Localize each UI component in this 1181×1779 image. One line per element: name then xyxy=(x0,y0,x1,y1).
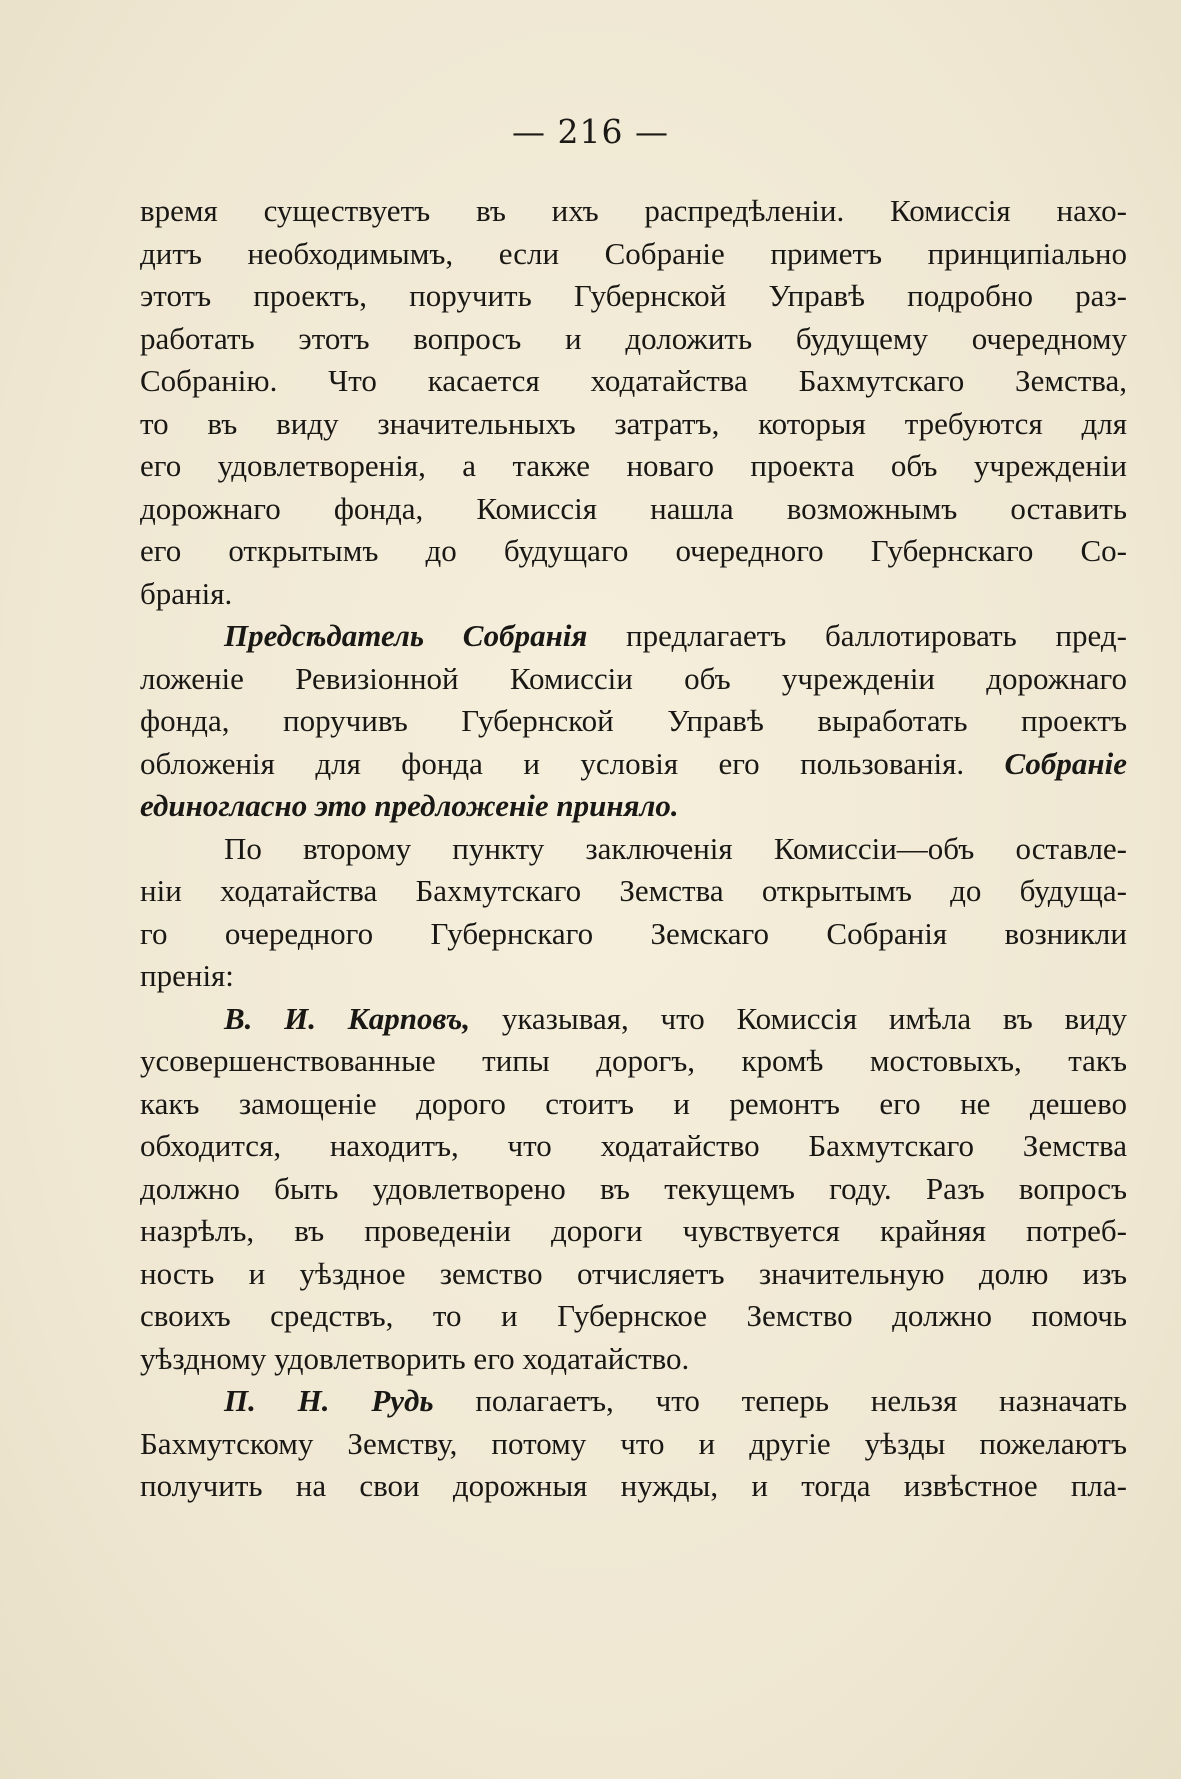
text-segment: предлагаетъ баллотировать пред- xyxy=(587,618,1127,653)
text-line xyxy=(140,530,1127,573)
paragraph xyxy=(140,1380,1127,1508)
paragraph xyxy=(140,998,1127,1381)
text-line xyxy=(140,1465,1127,1508)
text-line xyxy=(140,998,1127,1041)
text-segment: го очередного Губернскаго Земскаго Собранія возникли xyxy=(140,915,1127,951)
text-segment: пренія: xyxy=(140,958,234,993)
text-segment: усовершенствованные типы дорогъ, кромѣ мостовыхъ, такъ xyxy=(140,1043,1127,1078)
text-line xyxy=(140,700,1127,743)
resolution-text: единогласно это предложеніе приняло. xyxy=(140,788,679,823)
text-line xyxy=(140,955,1127,998)
resolution-text: Собраніе xyxy=(1004,745,1127,781)
text-line xyxy=(140,1295,1127,1338)
text-line xyxy=(140,1210,1127,1253)
text-line xyxy=(140,190,1127,233)
text-segment: время существуетъ въ ихъ распредѣленіи. Комиссія нахо- xyxy=(140,193,1127,228)
text-segment: ніи ходатайства Бахмутскаго Земства открытымъ до будуща- xyxy=(140,873,1127,908)
text-segment: ность и уѣздное земство отчисляетъ значительную долю изъ xyxy=(140,1255,1127,1291)
text-segment: какъ замощеніе дорого стоитъ и ремонтъ его не дешево xyxy=(140,1085,1127,1121)
text-line xyxy=(140,828,1127,871)
paragraph xyxy=(140,828,1127,998)
text-segment: получить на свои дорожныя нужды, и тогда извѣстное пла- xyxy=(140,1468,1127,1503)
text-line xyxy=(140,870,1127,913)
text-segment: обложенія для фонда и условія его пользованія. xyxy=(140,745,1005,781)
text-line xyxy=(140,1253,1127,1296)
text-line xyxy=(140,785,1127,828)
text-line xyxy=(140,913,1127,956)
text-segment: уѣздному удовлетворить его ходатайство. xyxy=(140,1340,690,1376)
text-line xyxy=(140,275,1127,318)
text-line xyxy=(140,743,1127,786)
text-segment: его открытымъ до будущаго очередного Губернскаго Со- xyxy=(140,533,1127,568)
text-segment: своихъ средствъ, то и Губернское Земство должно помочь xyxy=(140,1298,1127,1333)
text-segment: бранія. xyxy=(140,575,233,611)
text-line xyxy=(140,1168,1127,1211)
text-line xyxy=(140,1040,1127,1083)
text-line xyxy=(140,615,1127,658)
text-line xyxy=(140,445,1127,488)
text-segment: По второму пункту заключенія Комиссіи—объ оставле- xyxy=(224,830,1127,866)
text-segment: то въ виду значительныхъ затратъ, которыя требуются для xyxy=(140,405,1127,441)
text-segment: фонда, поручивъ Губернской Управѣ выработать проектъ xyxy=(140,703,1127,738)
text-line xyxy=(140,1380,1127,1423)
body-text xyxy=(140,190,1127,1508)
speaker-name: Предсѣдатель Собранія xyxy=(224,618,588,653)
speaker-name: П. Н. Рудь xyxy=(224,1383,434,1418)
text-segment: дорожнаго фонда, Комиссія нашла возможнымъ оставить xyxy=(140,490,1127,526)
text-segment: указывая, что Комиссія имѣла въ виду xyxy=(470,1000,1127,1036)
text-segment: работать этотъ вопросъ и доложить будущему очередному xyxy=(140,320,1127,356)
text-line xyxy=(140,658,1127,701)
text-segment: Бахмутскому Земству, потому что и другіе уѣзды пожелаютъ xyxy=(140,1425,1127,1461)
paragraph xyxy=(140,615,1127,828)
text-line xyxy=(140,233,1127,276)
text-segment: должно быть удовлетворено въ текущемъ году. Разъ вопросъ xyxy=(140,1170,1127,1206)
text-line xyxy=(140,488,1127,531)
text-segment: назрѣлъ, въ проведеніи дороги чувствуется крайняя потреб- xyxy=(140,1213,1127,1248)
page-number: — 216 — xyxy=(512,112,669,151)
text-segment: дитъ необходимымъ, если Собраніе приметъ принципіально xyxy=(140,235,1127,271)
text-line xyxy=(140,573,1127,616)
text-segment: Собранію. Что касается ходатайства Бахмутскаго Земства, xyxy=(140,363,1127,398)
text-line xyxy=(140,318,1127,361)
text-segment: полагаетъ, что теперь нельзя назначать xyxy=(433,1383,1127,1418)
text-segment: ложеніе Ревизіонной Комиссіи объ учрежденіи дорожнаго xyxy=(140,660,1127,696)
text-line xyxy=(140,360,1127,403)
text-segment: этотъ проектъ, поручить Губернской Управѣ подробно раз- xyxy=(140,278,1127,313)
text-line xyxy=(140,1423,1127,1466)
text-line xyxy=(140,1338,1127,1381)
text-segment: его удовлетворенія, а также новаго проекта объ учрежденіи xyxy=(140,448,1127,483)
text-line xyxy=(140,403,1127,446)
text-line xyxy=(140,1083,1127,1126)
paragraph xyxy=(140,190,1127,615)
text-segment: обходится, находитъ, что ходатайство Бахмутскаго Земства xyxy=(140,1128,1127,1163)
text-line xyxy=(140,1125,1127,1168)
speaker-name: В. И. Карповъ, xyxy=(224,1000,471,1036)
